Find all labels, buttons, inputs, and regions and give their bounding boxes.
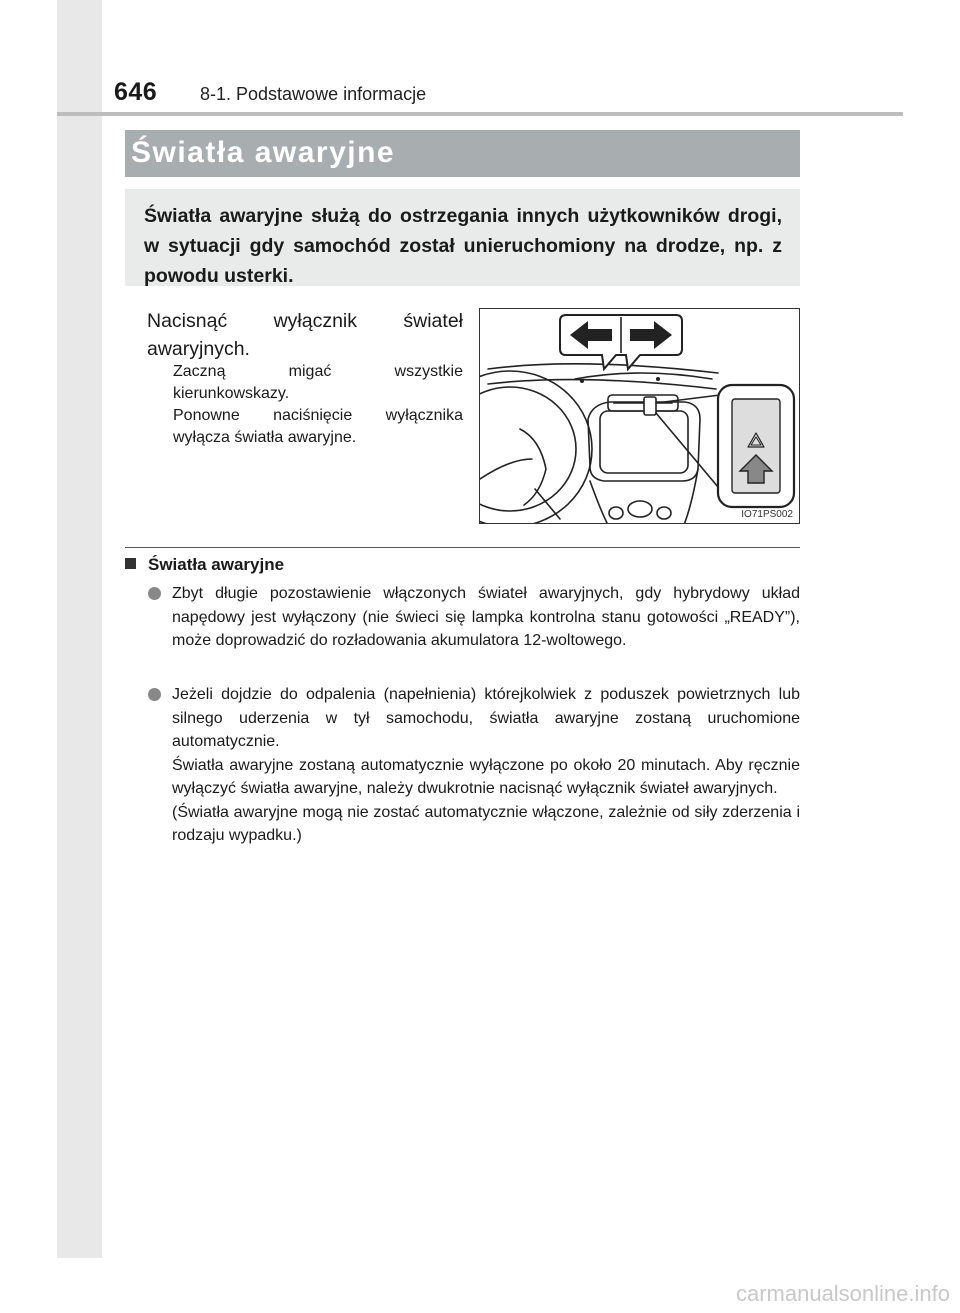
step-result: Zaczną migać wszystkie kierunkowskazy. xyxy=(173,363,463,402)
note-text: (Światła awaryjne mogą nie zostać automatycznie włączone, zależnie od siły zderzenia i rodzaju wypadku.) xyxy=(172,803,800,844)
chapter-title: 8-1. Podstawowe informacje xyxy=(200,84,427,104)
figure-code: IO71PS002 xyxy=(741,509,793,520)
step-detail xyxy=(173,361,463,449)
notes-heading xyxy=(125,555,284,575)
page-number: 646 xyxy=(114,78,158,106)
hazard-switch-figure xyxy=(479,308,800,524)
step-instruction: Nacisnąć wyłącznik świateł awaryjnych. xyxy=(147,310,463,360)
note-bullet-1 xyxy=(148,582,800,653)
section-title: Światła awaryjne xyxy=(131,136,396,169)
page-margin-strip xyxy=(57,0,102,1258)
intro-box xyxy=(125,189,800,286)
intro-text: Światła awaryjne służą do ostrzegania innych użytkowników drogi, w sytuacji gdy samochód został unieruchomiony na drodze, np. z powodu usterki. xyxy=(144,205,782,287)
step-off-note: Ponowne naciśnięcie wyłącznika wyłącza światła awaryjne. xyxy=(173,407,463,446)
watermark: carmanualsonline.info xyxy=(735,1281,950,1306)
bullet-dot-icon xyxy=(148,688,161,701)
note-bullet-2 xyxy=(148,683,800,848)
notes-heading-text: Światła awaryjne xyxy=(148,555,285,574)
note-text: Światła awaryjne zostaną automatycznie wyłączone po około 20 minutach. Aby ręcznie wyłączyć światła awaryjne, należy dwukrotnie nacisnąć wyłącznik świateł awaryjnych. xyxy=(172,756,800,797)
hazard-switch-illustration-icon xyxy=(480,309,800,524)
note-text: Jeżeli dojdzie do odpalenia (napełnienia) którejkolwiek z poduszek powietrznych lub silnego uderzenia w tył samochodu, światła awaryjne zostaną uruchomione automatycznie. xyxy=(172,686,800,750)
bullet-dot-icon xyxy=(148,587,161,600)
note-text: Zbyt długie pozostawienie włączonych świateł awaryjnych, gdy hybrydowy układ napędowy jest wyłączony (nie świeci się lampka kontrolna stanu gotowości „READY”), może doprowadzić do rozładowania akumulatora 12-woltowego. xyxy=(172,585,800,649)
header-rule xyxy=(57,112,903,116)
section-divider xyxy=(125,547,800,548)
square-bullet-icon xyxy=(125,558,136,569)
